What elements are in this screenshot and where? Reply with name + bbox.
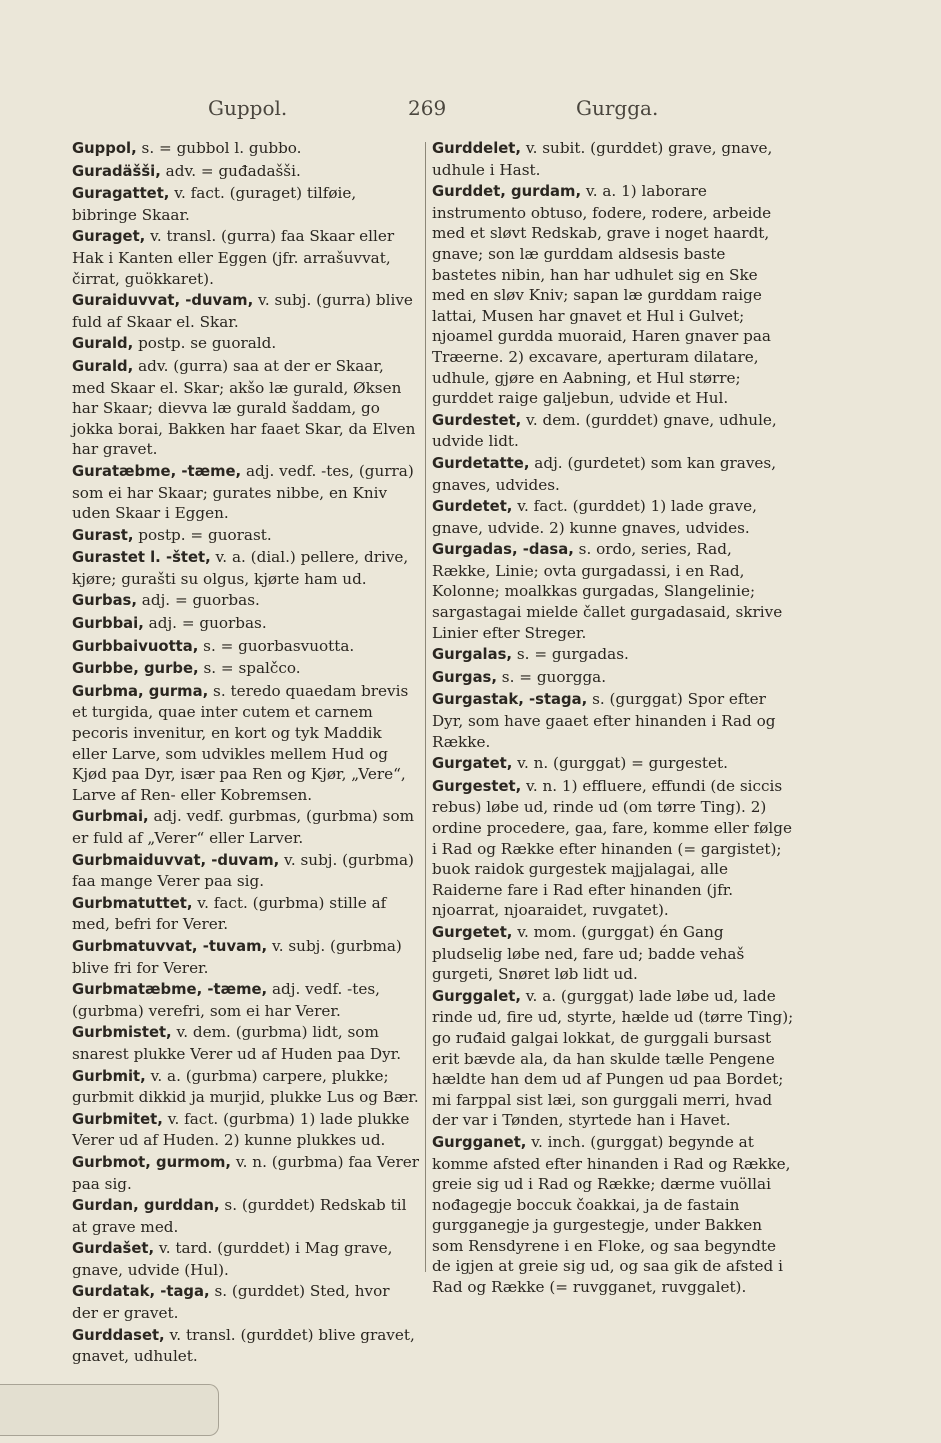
headword: Gurdetatte,	[432, 454, 530, 472]
entry-definition: v. a. (dial.) pellere, drive, kjøre; gurašti su olgus, kjørte ham ud.	[72, 548, 409, 588]
dictionary-entry	[432, 181, 794, 409]
page-corner-tab	[0, 1384, 219, 1436]
entry-definition: v. n. (gurbma) faa Verer paa sig.	[72, 1152, 419, 1193]
headword: Gurastet l. -štet,	[72, 549, 211, 567]
entry-definition: v. n. (gurggat) = gurgestet.	[512, 754, 728, 773]
dictionary-entry	[432, 138, 794, 180]
dictionary-entry	[432, 539, 794, 643]
entry-definition: s. teredo quaedam brevis et turgida, quae inter cutem et carnem pecoris invenitur, en kort og tyk Maddik eller Larve, som udvikles mellem Hud og Kjød paa Dyr, især paa Ren og Kjør, „Vere“, Larve af Ren- eller Kobremsen.	[72, 681, 409, 804]
entry-definition: s. = gubbol l. gubbo.	[136, 139, 302, 157]
dictionary-entry	[72, 1281, 420, 1323]
dictionary-entry	[432, 453, 794, 495]
entry-definition: v. dem. (gurddet) gnave, udhule, udvide lidt.	[432, 410, 777, 451]
headword: Gurbmatuvvat, -tuvam,	[72, 937, 268, 955]
entry-definition: adj. = guorbas.	[143, 614, 267, 633]
headword: Gurddet, gurdam,	[432, 183, 582, 201]
headword: Gurbmatæbme, -tæme,	[72, 981, 268, 999]
entry-definition: v. fact. (gurbma) 1) lade plukke Verer ud af Huden. 2) kunne plukkes ud.	[72, 1109, 410, 1150]
entry-definition: adj. vedf. -tes, (gurra) som ei har Skaar; gurates nibbe, en Kniv uden Skaar i Eggen.	[72, 461, 414, 523]
right-column	[432, 138, 794, 1299]
entry-definition: v. mom. (gurggat) én Gang pludselig løbe ned, fare ud; badde vehaš gurgeti, Snøret løb lidt ud.	[432, 922, 745, 984]
entry-definition: v. inch. (gurggat) begynde at komme afsted efter hinanden i Rad og Række, greie sig ud i Rad og Række; dærme vuöllai nođagegje boccuk čoakkai, ja de fastain gurgganegje ja gurgestegje, under Bakken som Rensdyrene i en Floke, og saa begyndte de igjen at greie sig ud, og saa gik de afsted i Rad og Række (= ruvgganet, ruvggalet).	[432, 1132, 791, 1297]
dictionary-entry	[72, 138, 420, 160]
entry-definition: s. = spalčco.	[198, 659, 301, 678]
dictionary-entry	[72, 936, 420, 978]
headword: Gurdašet,	[72, 1240, 155, 1258]
headword: Gurgatet,	[432, 755, 513, 773]
dictionary-entry	[432, 496, 794, 538]
entry-definition: v. transl. (gurra) faa Skaar eller Hak i Kanten eller Eggen (jfr. arrašuvvat, čirrat, guökkaret).	[72, 227, 395, 288]
dictionary-entry	[432, 776, 794, 921]
entry-definition: v. a. (gurbma) carpere, plukke; gurbmit dikkid ja murjid, plukke Lus og Bær.	[72, 1066, 419, 1107]
dictionary-entry	[72, 893, 420, 935]
dictionary-entry	[432, 644, 794, 666]
dictionary-entry	[432, 922, 794, 985]
headword: Gurbmot, gurmom,	[72, 1153, 232, 1171]
entry-definition: v. n. 1) effluere, effundi (de siccis rebus) løbe ud, rinde ud (om tørre Ting). 2) ordine procedere, gaa, fare, komme eller følge i Rad og Række efter hinanden (= gargistet); buok raidok gurgestek majjalagai, alle Raiderne fare i Rad efter hinanden (jfr. njoarrat, njoaraidet, ruvgatet).	[432, 776, 792, 920]
column-divider	[425, 142, 426, 1272]
headword: Guraget,	[72, 228, 146, 246]
dictionary-entry	[72, 547, 420, 589]
entry-definition: v. tard. (gurddet) i Mag grave, gnave, udvide (Hul).	[72, 1239, 393, 1279]
headword: Gurddelet,	[432, 140, 521, 157]
entry-definition: v. fact. (gurbma) stille af med, befri for Verer.	[72, 893, 387, 934]
headword: Gurbbaivuotta,	[72, 637, 199, 655]
headword: Gurald,	[72, 357, 134, 375]
headword: Gurbbai,	[72, 615, 144, 633]
headword: Gurgalas,	[432, 646, 513, 664]
dictionary-entry	[432, 410, 794, 452]
headword: Guppol,	[72, 140, 137, 157]
entry-definition: v. dem. (gurbma) lidt, som snarest plukke Verer ud af Huden paa Dyr.	[72, 1023, 402, 1063]
entry-definition: adj. vedf. -tes, (gurbma) verefri, som ei har Verer.	[72, 980, 381, 1020]
entry-definition: adj. = guorbas.	[136, 591, 260, 610]
entry-definition: s. (gurddet) Sted, hvor der er gravet.	[72, 1282, 390, 1323]
dictionary-entry	[72, 658, 420, 680]
headword: Gurddaset,	[72, 1326, 165, 1344]
dictionary-entry	[72, 183, 420, 225]
headword: Gurbmitet,	[72, 1110, 163, 1128]
headword: Gurggalet,	[432, 987, 521, 1005]
headword: Guraiduvvat, -duvam,	[72, 292, 254, 310]
running-head-left: Guppol.	[208, 96, 288, 120]
headword: Gurbma, gurma,	[72, 682, 209, 700]
dictionary-entry	[432, 753, 794, 775]
dictionary-entry	[432, 986, 794, 1131]
dictionary-entry	[72, 226, 420, 289]
headword: Gurbmit,	[72, 1067, 146, 1085]
dictionary-entry	[72, 850, 420, 892]
entry-definition: s. (gurggat) Spor efter Dyr, som have gaaet efter hinanden i Rad og Række.	[432, 690, 776, 751]
entry-definition: s. ordo, series, Rad, Række, Linie; ovta gurgadassi, i en Rad, Kolonne; moalkkas gurgadas, Slangelinie; sargastagai mielde čallet gurgadasaid, skrive Linier efter Streger.	[432, 540, 783, 642]
dictionary-entry	[432, 689, 794, 752]
dictionary-entry	[72, 1195, 420, 1237]
headword: Guragattet,	[72, 185, 170, 203]
headword: Gurdatak, -taga,	[72, 1283, 210, 1301]
entry-definition: s. = guorgga.	[496, 667, 607, 686]
dictionary-entry	[72, 1325, 420, 1367]
headword: Gurbbe, gurbe,	[72, 660, 199, 678]
headword: Guradäšši,	[72, 162, 161, 180]
headword: Gurald,	[72, 335, 134, 353]
entry-definition: adv. = guđadašši.	[160, 161, 301, 180]
entry-definition: v. subj. (gurbma) faa mange Verer paa sig.	[72, 850, 414, 891]
entry-definition: adj. vedf. gurbmas, (gurbma) som er fuld af „Verer“ eller Larver.	[72, 807, 415, 847]
left-column	[72, 138, 420, 1368]
dictionary-entry	[72, 979, 420, 1021]
entry-definition: s. = guorbasvuotta.	[198, 636, 355, 655]
entry-definition: adj. (gurdetet) som kan graves, gnaves, udvides.	[432, 453, 777, 494]
entry-definition: v. transl. (gurddet) blive gravet, gnavet, udhulet.	[72, 1325, 415, 1366]
dictionary-entry	[72, 1022, 420, 1064]
headword: Gurgetet,	[432, 923, 513, 941]
entry-definition: adv. (gurra) saa at der er Skaar, med Skaar el. Skar; akšo læ gurald, Øksen har Skaar; dievva læ gurald šaddam, go jokka borai, Bakken har faaet Skar, da Elven har gravet.	[72, 356, 416, 459]
dictionary-entry	[72, 461, 420, 524]
dictionary-entry	[72, 590, 420, 612]
dictionary-entry	[72, 1238, 420, 1280]
headword: Gurast,	[72, 526, 134, 544]
dictionary-entry	[72, 1066, 420, 1108]
dictionary-entry	[72, 333, 420, 355]
running-head-right: Gurgga.	[576, 96, 659, 120]
entry-definition: v. fact. (guraget) tilføie, bibringe Skaar.	[72, 184, 357, 224]
entry-definition: v. a. (gurggat) lade løbe ud, lade rinde ud, fire ud, styrte, hælde ud (tørre Ting); go ruđaid galgai lokkat, de gurggali bursast erit bævde ala, da han skulde tælle Pengene hældte han dem ud af Pungen ud paa Bordet; mi farppal sist læi, son gurggali merri, hvad der var i Tønden, styrtede han i Havet.	[432, 986, 794, 1130]
dictionary-entry	[432, 1132, 794, 1298]
headword: Guratæbme, -tæme,	[72, 462, 242, 480]
dictionary-entry	[72, 613, 420, 635]
page-number: 269	[408, 96, 447, 120]
headword: Gurgestet,	[432, 777, 522, 795]
dictionary-entry	[72, 356, 420, 460]
entry-definition: postp. = guorast.	[133, 525, 272, 544]
entry-definition: v. a. 1) laborare instrumento obtuso, fodere, rodere, arbeide med et sløvt Redskab, grave i noget haardt, gnave; son læ gurddam aldsesis baste bastetes nibin, han har udhulet sig en Ske med en sløv Kniv; sapan læ gurddam raige lattai, Musen har gnavet et Hul i Gulvet; njoamel gurdda muoraid, Haren gnaver paa Træerne. 2) excavare, aperturam dilatare, udhule, gjøre en Aabning, et Hul større; gurddet raige galjebun, udvide et Hul.	[432, 182, 772, 408]
entry-definition: v. subj. (gurbma) blive fri for Verer.	[72, 936, 402, 977]
entry-definition: postp. se guorald.	[133, 334, 277, 353]
headword: Gurbmatuttet,	[72, 894, 193, 912]
headword: Gurgastak, -staga,	[432, 691, 588, 709]
dictionary-entry	[72, 525, 420, 547]
entry-definition: s. (gurddet) Redskab til at grave med.	[72, 1196, 407, 1236]
headword: Gurbas,	[72, 592, 137, 610]
dictionary-entry	[72, 636, 420, 658]
headword: Gurbmistet,	[72, 1024, 172, 1042]
dictionary-entry	[72, 806, 420, 848]
dictionary-entry	[72, 161, 420, 183]
headword: Gurbmaiduvvat, -duvam,	[72, 851, 280, 869]
headword: Gurgadas, -dasa,	[432, 541, 574, 559]
headword: Gurgganet,	[432, 1133, 527, 1151]
dictionary-entry	[432, 667, 794, 689]
dictionary-entry	[72, 681, 420, 806]
dictionary-entry	[72, 1152, 420, 1194]
entry-definition: v. subj. (gurra) blive fuld af Skaar el. Skar.	[72, 291, 413, 331]
headword: Gurdan, gurddan,	[72, 1197, 220, 1215]
headword: Gurbmai,	[72, 808, 149, 826]
entry-definition: v. subit. (gurddet) grave, gnave, udhule i Hast.	[432, 139, 773, 179]
headword: Gurdestet,	[432, 411, 522, 429]
entry-definition: s. = gurgadas.	[512, 645, 629, 664]
headword: Gurdetet,	[432, 498, 513, 516]
entry-definition: v. fact. (gurddet) 1) lade grave, gnave, udvide. 2) kunne gnaves, udvides.	[432, 497, 757, 537]
dictionary-entry	[72, 1109, 420, 1151]
page-header	[0, 96, 941, 126]
headword: Gurgas,	[432, 668, 497, 686]
dictionary-entry	[72, 290, 420, 332]
